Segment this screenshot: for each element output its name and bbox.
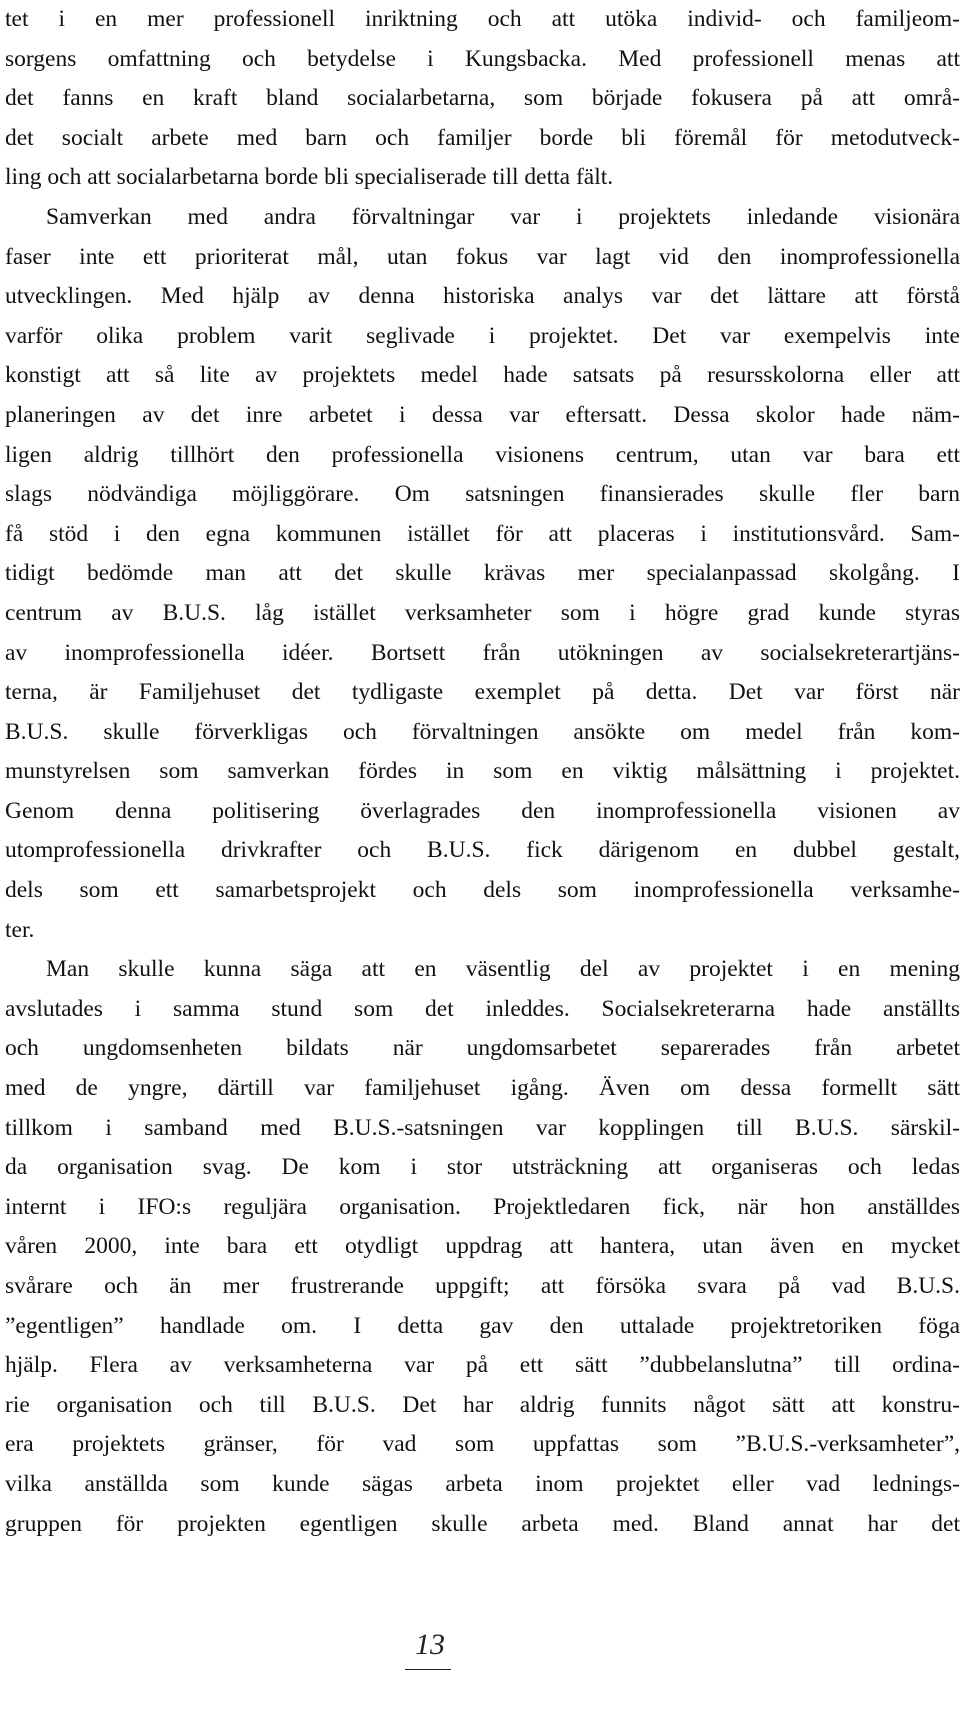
text-line: avslutades i samma stund som det inleddes. Socialsekreterarna hade anställts (5, 995, 960, 1022)
text-line: vilka anställda som kunde sägas arbeta inom projektet eller vad lednings- (5, 1470, 960, 1497)
text-line: tillkom i samband med B.U.S.-satsningen var kopplingen till B.U.S. särskil- (5, 1114, 960, 1141)
text-line: gruppen för projekten egentligen skulle arbeta med. Bland annat har det (5, 1510, 960, 1537)
text-line: dels som ett samarbetsprojekt och dels som inomprofessionella verksamhe- (5, 877, 960, 904)
text-line: Man skulle kunna säga att en väsentlig del av projektet i en mening (46, 956, 960, 983)
text-line: det fanns en kraft bland socialarbetarna, som började fokusera på att områ- (5, 85, 960, 112)
page-number: 13 (415, 1628, 445, 1661)
body-text (5, 0, 960, 1544)
text-line: hjälp. Flera av verksamheterna var på ett sätt ”dubbelanslutna” till ordina- (5, 1352, 960, 1379)
text-line: det socialt arbete med barn och familjer borde bli föremål för metodutveck- (5, 124, 960, 151)
text-line: Genom denna politisering överlagrades den inomprofessionella visionen av (5, 797, 960, 824)
text-line: tidigt bedömde man att det skulle krävas mer specialanpassad skolgång. I (5, 560, 960, 587)
text-line: era projektets gränser, för vad som uppfattas som ”B.U.S.-verksamheter”, (5, 1431, 960, 1458)
text-line: ligen aldrig tillhört den professionella visionens centrum, utan var bara ett (5, 441, 960, 468)
text-line: av inomprofessionella idéer. Bortsett från utökningen av socialsekreterartjäns- (5, 639, 960, 666)
text-line: internt i IFO:s reguljära organisation. Projektledaren fick, när hon anställdes (5, 1193, 960, 1220)
text-line: faser inte ett prioriterat mål, utan fokus var lagt vid den inomprofessionella (5, 243, 960, 270)
text-line: med de yngre, därtill var familjehuset igång. Även om dessa formellt sätt (5, 1075, 960, 1102)
text-line: ”egentligen” handlade om. I detta gav den uttalade projektretoriken föga (5, 1312, 960, 1339)
text-line: centrum av B.U.S. låg istället verksamheter som i högre grad kunde styras (5, 599, 960, 626)
page-number-underline (405, 1669, 451, 1670)
text-line: sorgens omfattning och betydelse i Kungsbacka. Med professionell menas att (5, 45, 960, 72)
text-line: utvecklingen. Med hjälp av denna historiska analys var det lättare att förstå (5, 283, 960, 310)
text-line: och ungdomsenheten bildats när ungdomsarbetet separerades från arbetet (5, 1035, 960, 1062)
text-line: utomprofessionella drivkrafter och B.U.S. fick därigenom en dubbel gestalt, (5, 837, 960, 864)
text-line: svårare och än mer frustrerande uppgift; att försöka svara på vad B.U.S. (5, 1273, 960, 1299)
text-line: rie organisation och till B.U.S. Det har aldrig funnits något sätt att konstru- (5, 1391, 960, 1418)
text-line: Samverkan med andra förvaltningar var i projektets inledande visionära (46, 203, 960, 230)
text-line: slags nödvändiga möjliggörare. Om satsningen finansierades skulle fler barn (5, 481, 960, 508)
text-line: våren 2000, inte bara ett otydligt uppdrag att hantera, utan även en mycket (5, 1233, 960, 1260)
text-line: B.U.S. skulle förverkligas och förvaltningen ansökte om medel från kom- (5, 718, 960, 745)
text-line: ter. (5, 916, 35, 943)
text-line: da organisation svag. De kom i stor utsträckning att organiseras och ledas (5, 1154, 960, 1181)
text-line: varför olika problem varit seglivade i projektet. Det var exempelvis inte (5, 322, 960, 349)
text-line: terna, är Familjehuset det tydligaste exemplet på detta. Det var först när (5, 679, 960, 706)
text-line: få stöd i den egna kommunen istället för att placeras i institutionsvård. Sam- (5, 520, 960, 547)
text-line: tet i en mer professionell inriktning och att utöka individ- och familjeom- (5, 6, 960, 32)
text-line: planeringen av det inre arbetet i dessa var eftersatt. Dessa skolor hade näm- (5, 401, 960, 428)
text-line: ling och att socialarbetarna borde bli specialiserade till detta fält. (5, 164, 614, 191)
text-line: konstigt att så lite av projektets medel hade satsats på resursskolorna eller att (5, 362, 960, 389)
text-line: munstyrelsen som samverkan fördes in som en viktig målsättning i projektet. (5, 758, 960, 785)
